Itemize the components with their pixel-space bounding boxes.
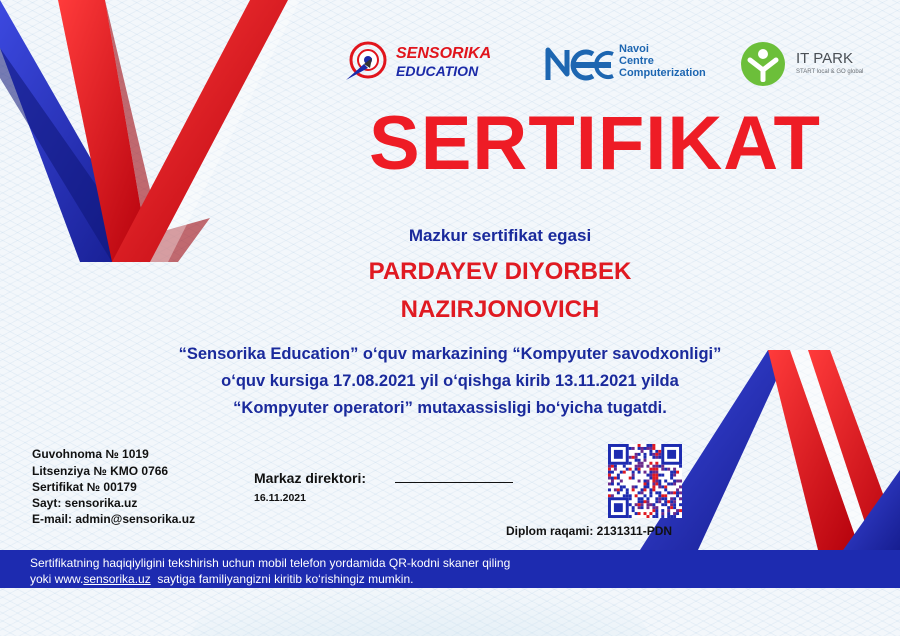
ncc-logo-line2: Centre: [619, 55, 654, 67]
qr-code-icon: [608, 444, 682, 518]
ncc-logo-line3: Computerization: [619, 67, 706, 79]
owner-name-line2: NAZIRJONOVICH: [400, 296, 600, 323]
detail-sertifikat-number: Sertifikat № 00179: [32, 480, 137, 494]
ncc-logo: [545, 42, 735, 86]
body-text-line1: “Sensorika Education” o‘quv markazining “Kompyuter savodxonligi”: [178, 345, 722, 363]
itpark-logo: [738, 40, 878, 88]
detail-guvohnoma: Guvohnoma № 1019: [32, 447, 149, 461]
diplom-number: Diplom raqami: 2131311-PDN: [506, 524, 673, 538]
body-text-line2: o‘quv kursiga 17.08.2021 yil o‘qishga kirib 13.11.2021 yilda: [221, 372, 679, 390]
detail-email: E-mail: admin@sensorika.uz: [32, 512, 196, 526]
person-circle-icon: [738, 40, 788, 88]
footer-line2: [30, 572, 413, 586]
footer-line1: Sertifikatning haqiqiyligini tekshirish uchun mobil telefon yordamida QR-kodni skaner qiling: [30, 556, 511, 570]
qr-code[interactable]: [608, 444, 682, 518]
sensorika-logo: [342, 40, 512, 84]
footer-line2-suffix: saytiga familiyangizni kiritib ko‘rishingiz mumkin.: [150, 572, 414, 586]
itpark-name: IT PARK: [796, 50, 853, 67]
itpark-slogan: START local & GO global: [796, 69, 864, 75]
sensorika-logo-line1: SENSORIKA: [396, 45, 492, 62]
director-label: Markaz direktori:: [254, 470, 367, 486]
sensorika-logo-line2: EDUCATION: [396, 63, 479, 79]
certificate-title: SERTIFIKAT: [369, 101, 821, 186]
detail-litsenziya: Litsenziya № KMO 0766: [32, 464, 169, 478]
signature-line: [395, 482, 513, 483]
owner-name-line1: PARDAYEV DIYORBEK: [368, 258, 632, 285]
footer-website-link[interactable]: sensorika.uz: [83, 572, 151, 586]
ncc-logo-line1: Navoi: [619, 43, 649, 55]
detail-website: Sayt: sensorika.uz: [32, 496, 138, 510]
footer-line2-prefix: yoki www.: [30, 572, 84, 586]
owner-label: Mazkur sertifikat egasi: [408, 226, 592, 245]
ncc-monogram-icon: [545, 44, 617, 84]
rocket-target-icon: [342, 40, 392, 84]
body-text-line3: “Kompyuter operatori” mutaxassisligi bo‘yicha tugatdi.: [233, 399, 667, 417]
issue-date: 16.11.2021: [254, 492, 306, 504]
